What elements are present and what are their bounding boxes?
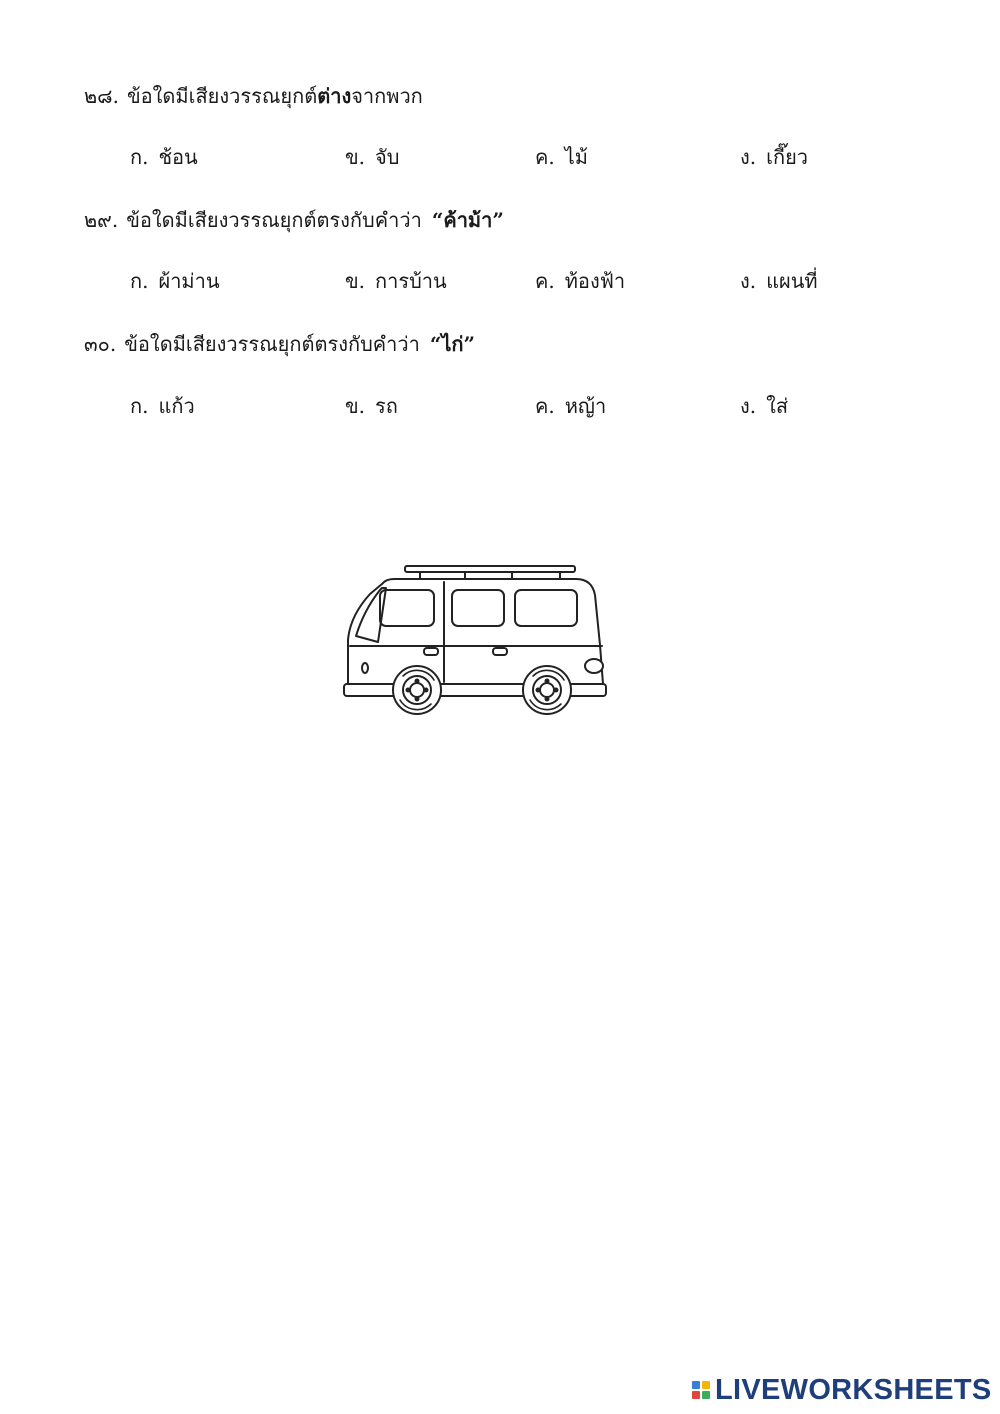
option-a[interactable] [130,141,198,173]
liveworksheets-logo-icon [692,1381,710,1399]
brand-text: LIVEWORKSHEETS [715,1373,992,1406]
option-text: ผ้าม่าน [158,269,220,293]
question-emphasis: ต่าง [317,84,352,108]
question-quote: “ไก่” [429,332,476,356]
option-letter: ก. [130,394,149,418]
question-30 [84,328,475,360]
option-c[interactable] [535,141,588,173]
liveworksheets-logo[interactable] [692,1374,992,1406]
option-letter: ก. [130,269,149,293]
option-letter: ง. [740,269,757,293]
options-29 [130,265,890,295]
options-30 [130,390,890,420]
option-text: ช้อน [158,145,198,169]
option-text: แผนที่ [766,269,818,293]
option-b[interactable] [345,390,398,422]
option-letter: ค. [535,145,555,169]
question-number: ๒๙. [84,208,119,232]
option-letter: ก. [130,145,149,169]
question-text: ข้อใดมีเสียงวรรณยุกต์ตรงกับคำว่า [124,332,420,356]
option-letter: ค. [535,394,555,418]
option-d[interactable] [740,390,788,422]
option-a[interactable] [130,390,195,422]
question-29 [84,204,504,236]
option-text: แก้ว [158,394,195,418]
option-d[interactable] [740,265,818,297]
option-letter: ค. [535,269,555,293]
option-text: ใส่ [766,394,789,418]
question-number: ๓๐. [84,332,117,356]
option-text: ท้องฟ้า [564,269,626,293]
option-letter: ข. [345,145,366,169]
question-text: ข้อใดมีเสียงวรรณยุกต์ [126,84,318,108]
option-text: หญ้า [564,394,607,418]
question-text: ข้อใดมีเสียงวรรณยุกต์ตรงกับคำว่า [126,208,422,232]
option-text: การบ้าน [375,269,447,293]
question-28 [84,80,423,112]
option-b[interactable] [345,265,447,297]
question-number: ๒๘. [84,84,119,108]
option-d[interactable] [740,141,808,173]
option-text: รถ [375,394,398,418]
option-letter: ง. [740,394,757,418]
option-letter: ข. [345,269,366,293]
option-text: จับ [375,145,400,169]
option-a[interactable] [130,265,220,297]
option-text: เกี๊ยว [766,145,809,169]
option-b[interactable] [345,141,399,173]
option-text: ไม้ [564,145,588,169]
option-letter: ข. [345,394,366,418]
van-icon [340,560,610,720]
option-letter: ง. [740,145,757,169]
question-text-end: จากพวก [351,84,423,108]
option-c[interactable] [535,265,625,297]
option-c[interactable] [535,390,606,422]
question-quote: “ค้าม้า” [431,208,504,232]
options-28 [130,141,890,171]
